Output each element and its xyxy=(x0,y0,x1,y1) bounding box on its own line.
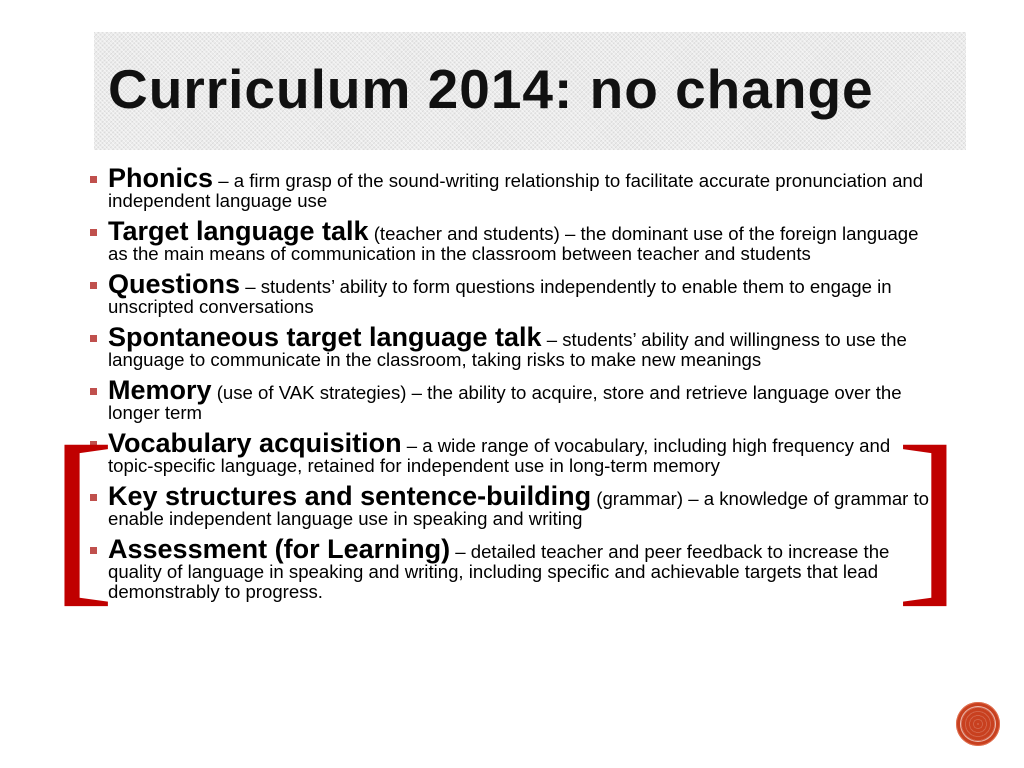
item-term: Memory xyxy=(108,375,212,405)
square-bullet-icon xyxy=(90,229,97,236)
item-term: Phonics xyxy=(108,163,214,193)
item-description: – a wide range of vocabulary, including high frequency and topic-specific language, retained for independent use in long-term memory xyxy=(108,435,891,476)
square-bullet-icon xyxy=(90,335,97,342)
bullet-list xyxy=(82,163,940,612)
item-description: (use of VAK strategies) – the ability to acquire, store and retrieve language over the longer term xyxy=(108,382,902,423)
list-item xyxy=(82,534,940,602)
item-term: Spontaneous target language talk xyxy=(108,322,542,352)
list-item xyxy=(82,216,940,264)
left-bracket: [ xyxy=(50,407,115,623)
list-item xyxy=(82,163,940,211)
list-item xyxy=(82,428,940,476)
item-description: – students’ ability to form questions independently to enable them to engage in unscripted conversations xyxy=(108,276,892,317)
circle-nav-icon[interactable] xyxy=(956,702,1000,746)
item-description: – detailed teacher and peer feedback to increase the quality of language in speaking and writing, including specific and achievable targets that lead demonstrably to progress. xyxy=(108,541,890,602)
item-term: Assessment (for Learning) xyxy=(108,534,451,564)
right-bracket: ] xyxy=(896,407,961,623)
square-bullet-icon xyxy=(90,388,97,395)
item-description: – a firm grasp of the sound-writing relationship to facilitate accurate pronunciation and independent language use xyxy=(108,170,924,211)
slide-title: Curriculum 2014: no change xyxy=(108,58,874,120)
list-item xyxy=(82,269,940,317)
item-term: Key structures and sentence-building xyxy=(108,481,592,511)
list-item xyxy=(82,375,940,423)
item-term: Vocabulary acquisition xyxy=(108,428,402,458)
item-description: – students’ ability and willingness to use the language to communicate in the classroom, taking risks to make new meanings xyxy=(108,329,907,370)
square-bullet-icon xyxy=(90,282,97,289)
list-item xyxy=(82,322,940,370)
item-term: Questions xyxy=(108,269,241,299)
list-item xyxy=(82,481,940,529)
item-description: (teacher and students) – the dominant use of the foreign language as the main means of communication in the classroom between teacher and students xyxy=(108,223,919,264)
item-description: (grammar) – a knowledge of grammar to enable independent language use in speaking and writing xyxy=(108,488,930,529)
square-bullet-icon xyxy=(90,176,97,183)
item-term: Target language talk xyxy=(108,216,369,246)
